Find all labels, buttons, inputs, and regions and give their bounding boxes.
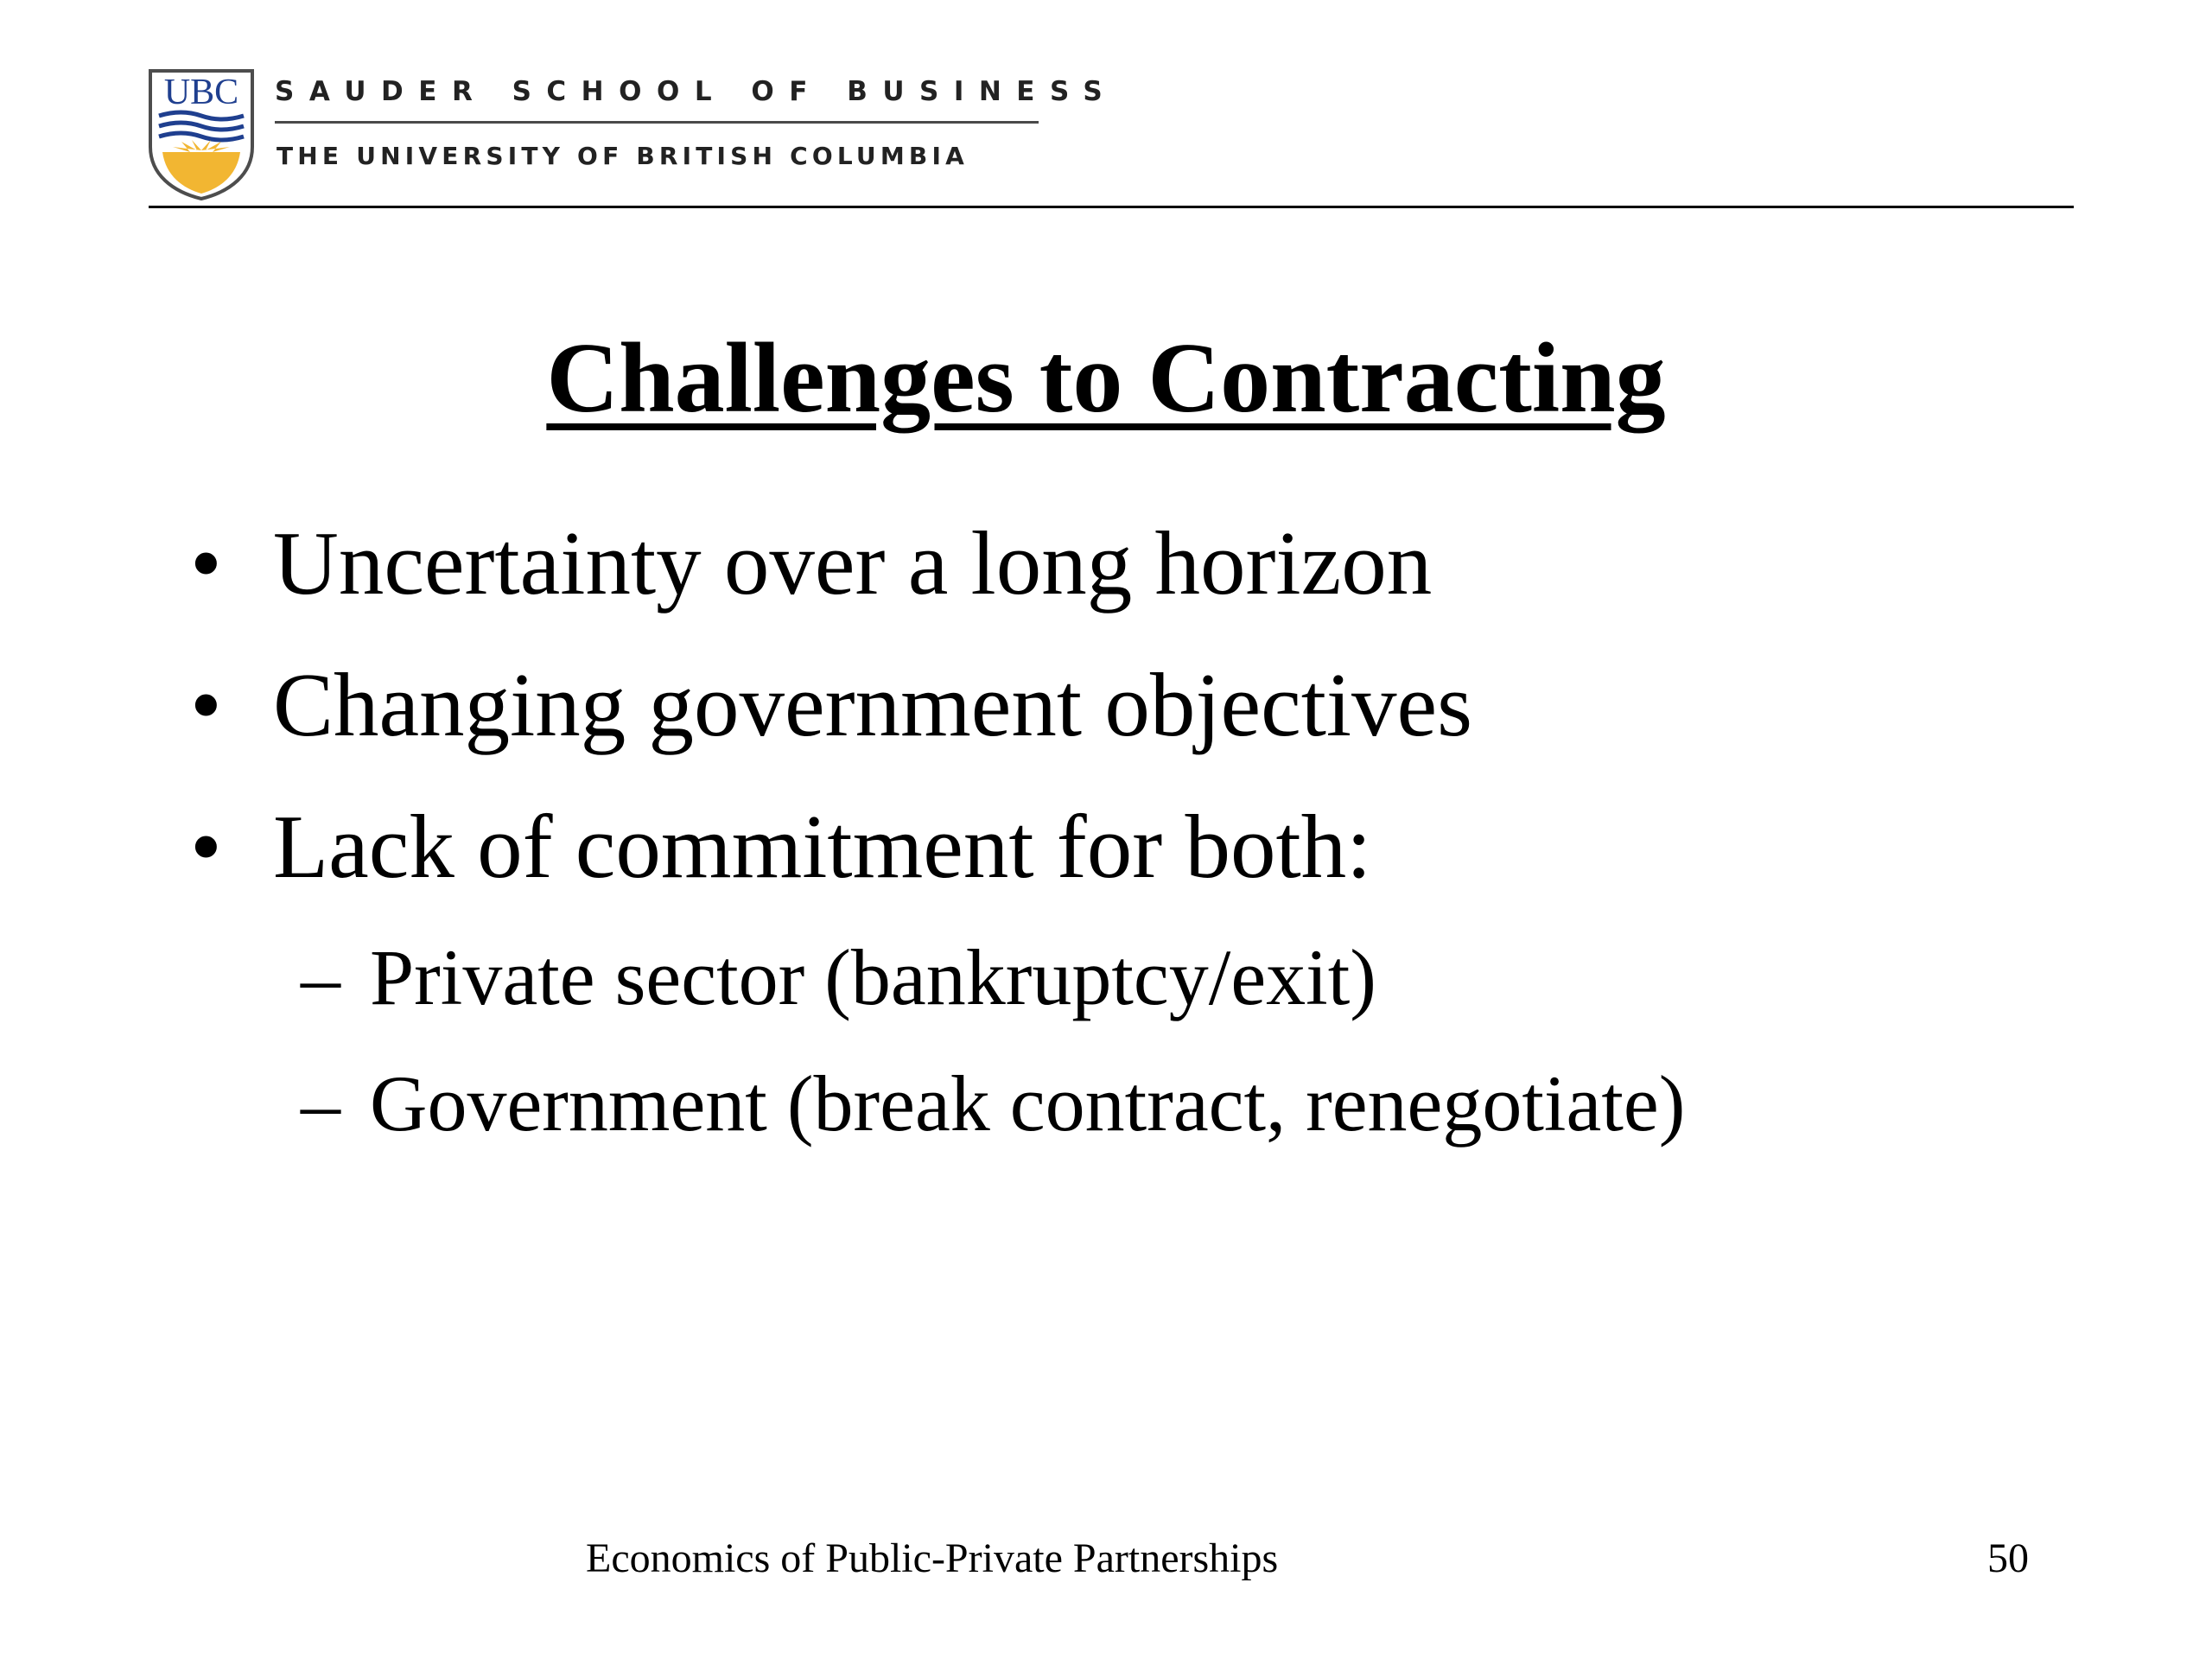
sub-bullet-item [301, 930, 1376, 1025]
bullet-marker: • [190, 654, 222, 755]
ubc-crest-logo [147, 67, 256, 202]
page-number: 50 [1987, 1535, 2029, 1581]
bullet-text: Changing government objectives [273, 654, 1473, 755]
sub-bullet-marker: – [301, 933, 340, 1021]
sub-bullet-text: Private sector (bankruptcy/exit) [370, 933, 1376, 1021]
sub-bullet-marker: – [301, 1059, 340, 1147]
bullet-item [190, 512, 1432, 615]
header-rule [275, 121, 1039, 124]
logo-text: UBC [163, 73, 239, 112]
bullet-text: Uncertainty over a long horizon [273, 512, 1433, 613]
slide-title: Challenges to Contracting [546, 323, 1666, 434]
bullet-item [190, 653, 1472, 757]
bullet-marker: • [190, 796, 222, 897]
footer-text: Economics of Public-Private Partnerships [586, 1535, 1279, 1581]
bullet-marker: • [190, 512, 222, 613]
bullet-text: Lack of commitment for both: [273, 796, 1372, 897]
school-name: SAUDER SCHOOL OF BUSINESS [275, 76, 1118, 107]
sub-bullet-text: Government (break contract, renegotiate) [370, 1059, 1686, 1147]
university-name: THE UNIVERSITY OF BRITISH COLUMBIA [276, 142, 969, 170]
top-divider [149, 206, 2074, 208]
bullet-item [190, 795, 1371, 899]
sub-bullet-item [301, 1056, 1685, 1151]
